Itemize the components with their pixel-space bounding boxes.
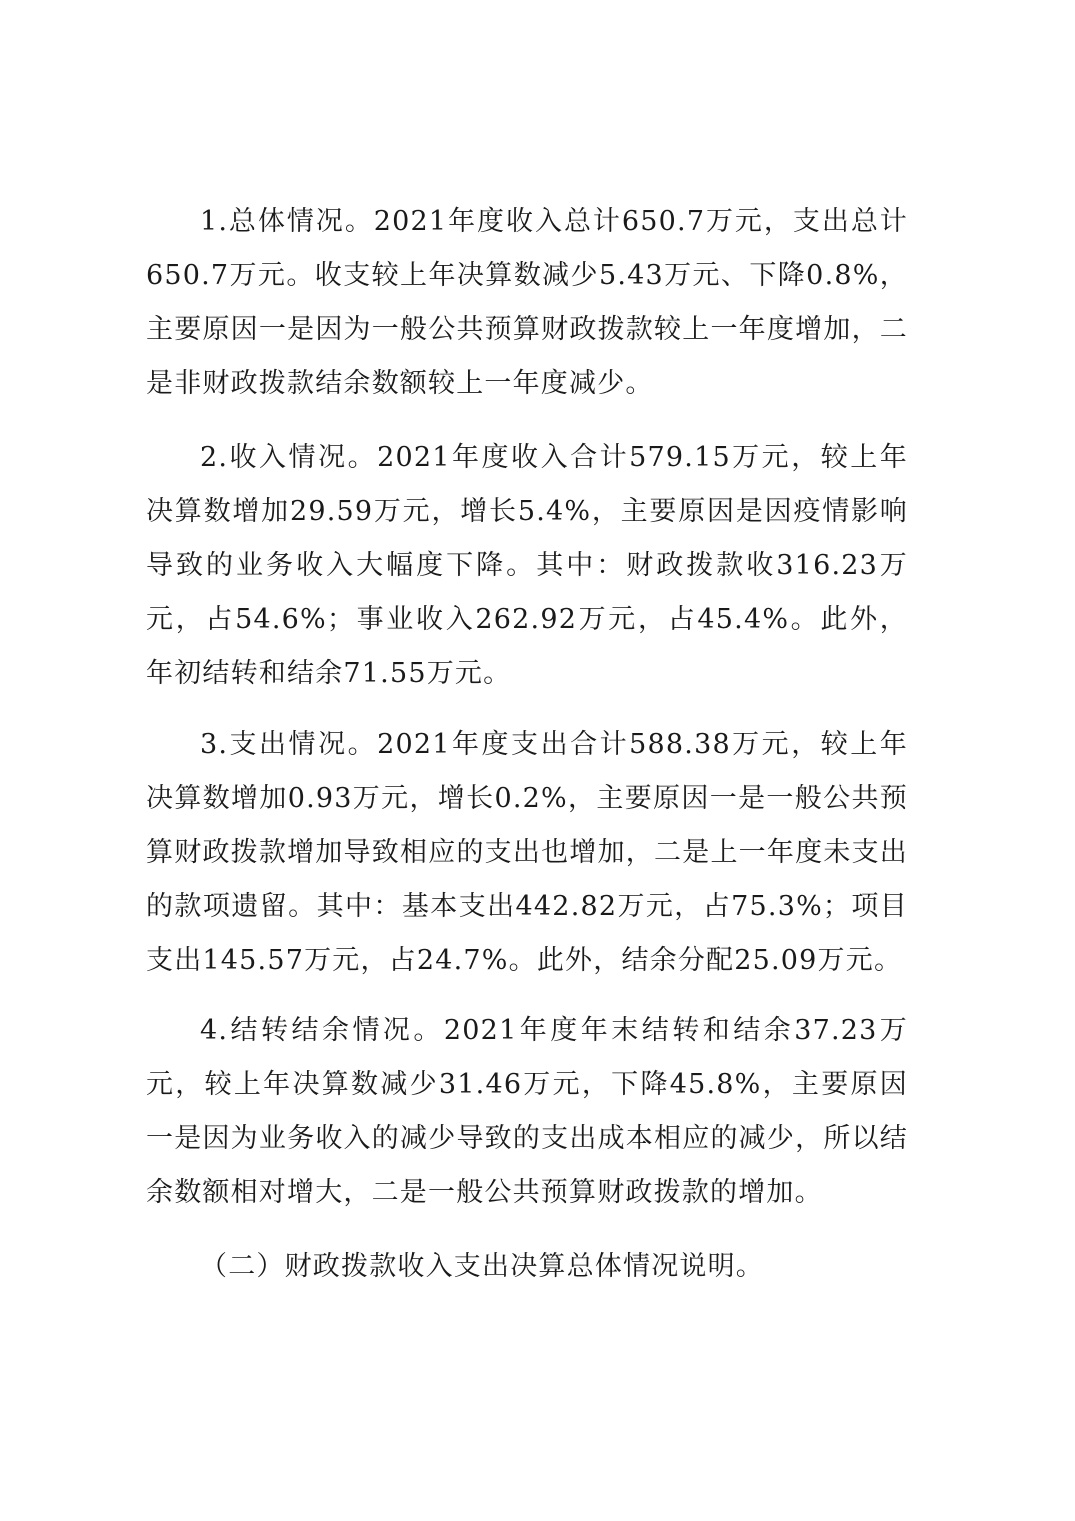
paragraph-carryover-balance: 4.结转结余情况。2021年度年末结转和结余37.23万元，较上年决算数减少31.46万元，下降45.8%，主要原因一是因为业务收入的减少导致的支出成本相应的减少，所以结余数额相对增大，二是一般公共预算财政拨款的增加。 bbox=[146, 1015, 908, 1208]
paragraph-income-situation: 2.收入情况。2021年度收入合计579.15万元，较上年决算数增加29.59万元，增长5.4%，主要原因是因疫情影响导致的业务收入大幅度下降。其中：财政拨款收316.23万元，占54.6%；事业收入262.92万元，占45.4%。此外，年初结转和结余71.55万元。 bbox=[146, 442, 908, 689]
paragraph-expenditure-situation: 3.支出情况。2021年度支出合计588.38万元，较上年决算数增加0.93万元，增长0.2%，主要原因一是一般公共预算财政拨款增加导致相应的支出也增加，二是上一年度未支出的款项遗留。其中：基本支出442.82万元，占75.3%；项目支出145.57万元，占24.7%。此外，结余分配25.09万元。 bbox=[146, 729, 908, 976]
paragraph-overall-situation: 1.总体情况。2021年度收入总计650.7万元，支出总计650.7万元。收支较上年决算数减少5.43万元、下降0.8%，主要原因一是因为一般公共预算财政拨款较上一年度增加，二是非财政拨款结余数额较上一年度减少。 bbox=[146, 206, 908, 399]
section-heading: （二）财政拨款收入支出决算总体情况说明。 bbox=[200, 1251, 764, 1282]
